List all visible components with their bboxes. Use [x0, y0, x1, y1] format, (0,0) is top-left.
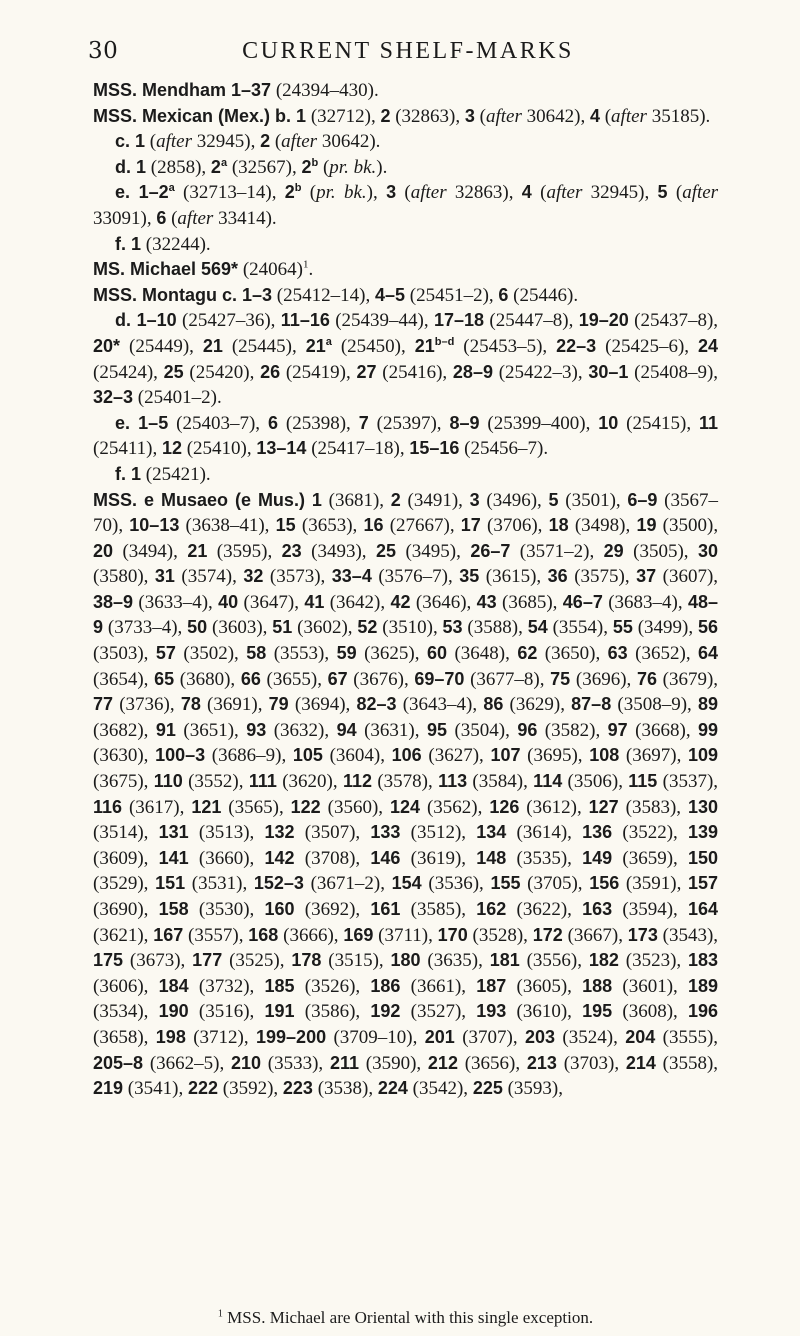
shelfmark-entry: MSS. Montagu c. 1–3 (25412–14), 4–5 (25451–2), 6 (25446).: [93, 284, 579, 306]
sub-entry: e. 1–2$^a$ (32713–14), 2$^b$ (pr. bk.), 3 (after 32863), 4 (after 32945), 5 (after 33091), 6 (after 33414).: [93, 182, 719, 229]
shelfmark-entry: MSS. Mendham 1–37 (24394–430).: [93, 80, 379, 101]
sub-entry: d. 1 (2858), 2$^a$ (32567), 2$^b$ (pr. bk.).: [115, 156, 388, 178]
shelfmark-entry: MS. Michael 569* $(24064)^1$.: [93, 258, 314, 281]
sub-entry: e. 1–5 (25403–7), 6 (25398), 7 (25397), 8–9 (25399–400), 10 (25415), 11 (25411), 12 (25410), 13–14 (25417–18), 15–16 (25456–7).: [93, 412, 719, 460]
sub-entry: f. 1 (25421).: [115, 463, 211, 485]
shelfmark-entry: MSS. e Musaeo (e Mus.) 1 (3681), 2 (3491), 3 (3496), 5 (3501), 6–9 (3567–70), 10–13 (3638–41), 15 (3653), 16 (27667), 17 (3706), 18 (3498), 19 (3500), 20 (3494), 21 (3595), 23 (3493), 25 (3495), 26–7 (3571–2), 29 (3505), 30 (3580), 31 (3574), 32 (3573), 33–4 (3576–7), 35 (3615), 36 (3575), 37 (3607), 38–9 (3633–4), 40 (3647), 41 (3642), 42 (3646), 43 (3685), 46–7 (3683–4), 48–9 (3733–4), 50 (3603), 51 (3602), 52 (3510), 53 (3588), 54 (3554), 55 (3499), 56 (3503), 57 (3502), 58 (3553), 59 (3625), 60 (3648), 62 (3650), 63 (3652), 64 (3654), 65 (3680), 66 (3655), 67 (3676), 69–70 (3677–8), 75 (3696), 76 (3679), 77 (3736), 78 (3691), 79 (3694), 82–3 (3643–4), 86 (3629), 87–8 (3508–9), 89 (3682), 91 (3651), 93 (3632), 94 (3631), 95 (3504), 96 (3582), 97 (3668), 99 (3630), 100–3 (3686–9), 105 (3604), 106 (3627), 107 (3695), 108 (3697), 109 (3675), 110 (3552), 111 (3620), 112 (3578), 113 (3584), 114 (3506), 115 (3537), 116 (3617), 121 (3565), 122 (3560), 124 (3562), 126 (3612), 127 (3583), 130 (3514), 131 (3513), 132 (3507), 133 (3512), 134 (3614), 136 (3522), 139 (3609), 141 (3660), 142 (3708), 146 (3619), 148 (3535), 149 (3659), 150 (3529), 151 (3531), 152–3 (3671–2), 154 (3536), 155 (3705), 156 (3591), 157 (3690), 158 (3530), 160 (3692), 161 (3585), 162 (3622), 163 (3594), 164 (3621), 167 (3557), 168 (3666), 169 (3711), 170 (3528), 172 (3667), 173 (3543), 175 (3673), 177 (3525), 178 (3515), 180 (3635), 181 (3556), 182 (3523), 183 (3606), 184 (3732), 185 (3526), 186 (3661), 187 (3605), 188 (3601), 189 (3534), 190 (3516), 191 (3586), 192 (3527), 193 (3610), 195 (3608), 196 (3658), 198 (3712), 199–200 (3709–10), 201 (3707), 203 (3524), 204 (3555), 205–8 (3662–5), 210 (3533), 211 (3590), 212 (3656), 213 (3703), 214 (3558), 219 (3541), 222 (3592), 223 (3538), 224 (3542), 225 (3593),: [93, 489, 719, 1100]
footnote-marker: 1: [217, 1308, 223, 1320]
footnote-text: MSS. Michael are Oriental with this single exception.: [227, 1308, 594, 1327]
running-head: [88, 38, 728, 68]
shelfmark-list: [93, 78, 718, 1102]
page-number: 30: [88, 38, 119, 64]
sub-entry: d. 1–10 (25427–36), 11–16 (25439–44), 17–18 (25447–8), 19–20 (25437–8), 20* (25449), 21 (25445), 21$^a$ (25450), 21$^{b-d}$ (25453–5), 22–3 (25425–6), 24 (25424), 25 (25420), 26 (25419), 27 (25416), 28–9 (25422–3), 30–1 (25408–9), 32–3 (25401–2).: [93, 310, 719, 409]
sub-entry: c. 1 (after 32945), 2 (after 30642).: [115, 131, 381, 153]
shelfmark-entry: MSS. Mexican (Mex.) b. 1 (32712), 2 (32863), 3 (after 30642), 4 (after 35185).: [93, 105, 711, 127]
running-title: CURRENT SHELF-MARKS: [242, 38, 574, 64]
sub-entry: f. 1 (32244).: [115, 233, 211, 255]
footnote: [93, 1308, 718, 1328]
